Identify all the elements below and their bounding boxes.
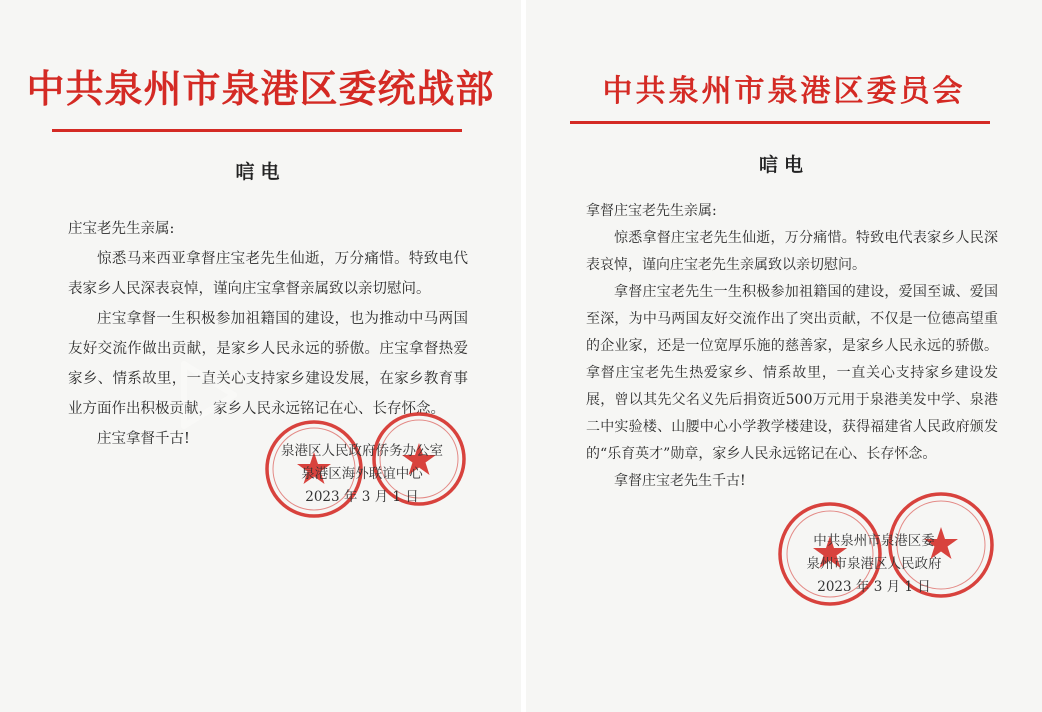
document-title: 唁电 xyxy=(235,161,286,183)
salutation: 庄宝老先生亲属: xyxy=(68,221,175,237)
signatory: 泉港区人民政府侨务办公室 xyxy=(281,443,443,459)
play-arrow-icon xyxy=(178,360,238,430)
signature-date: 2023 年 3 月 1 日 xyxy=(817,579,931,595)
paragraph: 庄宝拿督一生积极参加祖籍国的建设，也为推动中马两国友好交流作做出贡献，是家乡人民永远的骄傲。庄宝拿督热爱家乡、情系故里，一直关心支持家乡建设发展，在家乡教育事业方面作出积极贡献，家乡人民永远铭记在心、长存怀念。 xyxy=(68,311,468,417)
document-body xyxy=(586,198,998,495)
letterhead-rule xyxy=(570,121,990,124)
letterhead-title: 中共泉州市泉港区委统战部 xyxy=(26,66,495,111)
paragraph: 拿督庄宝老先生千古! xyxy=(614,473,746,489)
paragraph: 惊悉拿督庄宝老先生仙逝，万分痛惜。特致电代表家乡人民深表哀悼，谨向庄宝老先生亲属致以亲切慰问。 xyxy=(586,230,998,273)
signatory: 泉州市泉港区人民政府 xyxy=(806,556,942,572)
signatory: 泉港区海外联谊中心 xyxy=(301,466,423,482)
document-title: 唁电 xyxy=(758,154,809,176)
paragraph: 拿督庄宝老先生一生积极参加祖籍国的建设，爱国至诚、爱国至深，为中马两国友好交流作出了突出贡献，不仅是一位德高望重的企业家，还是一位宽厚乐施的慈善家，是家乡人民永远的骄傲。拿督庄宝老先生热爱家乡、情系故里，一直关心支持家乡建设发展，曾以其先父名义先后捐资近500万元用于泉港美发中学、泉港二中实验楼、山腰中心小学教学楼建设，获得福建省人民政府颁发的“乐育英才”勋章，家乡人民永远铭记在心、长存怀念。 xyxy=(586,284,998,462)
paragraph: 庄宝拿督千古! xyxy=(97,431,190,447)
signatory: 中共泉州市泉港区委 xyxy=(813,533,935,549)
salutation: 拿督庄宝老先生亲属: xyxy=(586,203,717,219)
signature-block xyxy=(262,440,462,509)
letterhead-rule xyxy=(52,129,462,132)
letterhead-title: 中共泉州市泉港区委员会 xyxy=(602,74,966,109)
signature-block xyxy=(764,530,984,599)
document-right xyxy=(526,0,1042,712)
paragraph: 惊悉马来西亚拿督庄宝老先生仙逝，万分痛惜。特致电代表家乡人民深表哀悼，谨向庄宝拿督亲属致以亲切慰问。 xyxy=(68,251,468,297)
signature-date: 2023 年 3 月 1 日 xyxy=(305,489,419,505)
